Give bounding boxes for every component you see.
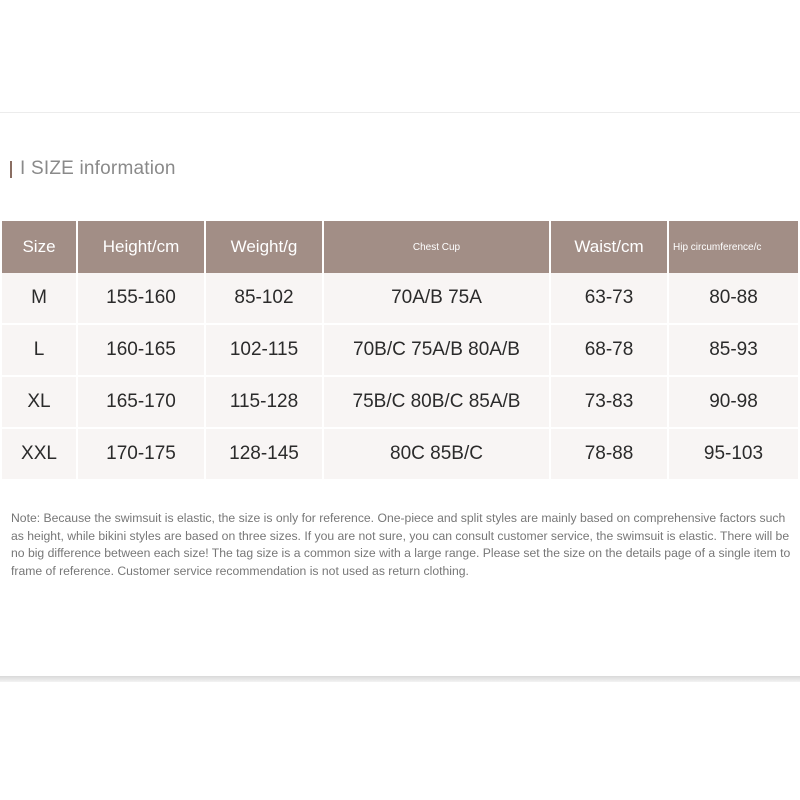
- table-row: [2, 273, 798, 324]
- cell-height: 165-170: [77, 376, 205, 428]
- cell-height: 170-175: [77, 428, 205, 480]
- cell-chest-cup: 70A/B 75A: [323, 273, 550, 324]
- cell-waist: 73-83: [550, 376, 668, 428]
- cell-hip: 90-98: [668, 376, 798, 428]
- size-chart-table: [2, 221, 798, 481]
- cell-chest-cup: 70B/C 75A/B 80A/B: [323, 324, 550, 376]
- cell-hip: 95-103: [668, 428, 798, 480]
- heading-prefix: I: [20, 158, 26, 179]
- section-heading: [10, 157, 176, 181]
- column-header-height: Height/cm: [77, 221, 205, 273]
- cell-weight: 128-145: [205, 428, 323, 480]
- column-header-waist: Waist/cm: [550, 221, 668, 273]
- cell-height: 155-160: [77, 273, 205, 324]
- cell-size: XXL: [2, 428, 77, 480]
- column-header-weight: Weight/g: [205, 221, 323, 273]
- bottom-divider: [0, 676, 800, 682]
- cell-hip: 85-93: [668, 324, 798, 376]
- cell-chest-cup: 75B/C 80B/C 85A/B: [323, 376, 550, 428]
- table-header-row: [2, 221, 798, 273]
- cell-weight: 102-115: [205, 324, 323, 376]
- column-header-chest-cup: Chest Cup: [323, 221, 550, 273]
- cell-waist: 68-78: [550, 324, 668, 376]
- table-row: [2, 428, 798, 480]
- cell-weight: 115-128: [205, 376, 323, 428]
- heading-accent-bar: [10, 161, 12, 178]
- cell-waist: 78-88: [550, 428, 668, 480]
- column-header-size: Size: [2, 221, 77, 273]
- table-row: [2, 324, 798, 376]
- heading-title: SIZE information: [30, 158, 176, 179]
- cell-size: M: [2, 273, 77, 324]
- cell-weight: 85-102: [205, 273, 323, 324]
- table-row: [2, 376, 798, 428]
- cell-size: XL: [2, 376, 77, 428]
- sizing-note: Note: Because the swimsuit is elastic, the size is only for reference. One-piece and split styles are mainly based on comprehensive factors such as height, while bikini styles are based on three sizes. If you are not sure, you can consult customer service, the swimsuit is elastic. There will be no big difference between each size! The tag size is a common size with a large range. Please set the size on the details page of a single item to frame of reference. Customer service recommendation is not used as return clothing.: [11, 511, 791, 578]
- cell-waist: 63-73: [550, 273, 668, 324]
- cell-size: L: [2, 324, 77, 376]
- cell-hip: 80-88: [668, 273, 798, 324]
- cell-chest-cup: 80C 85B/C: [323, 428, 550, 480]
- cell-height: 160-165: [77, 324, 205, 376]
- column-header-hip: Hip circumference/c: [668, 221, 798, 273]
